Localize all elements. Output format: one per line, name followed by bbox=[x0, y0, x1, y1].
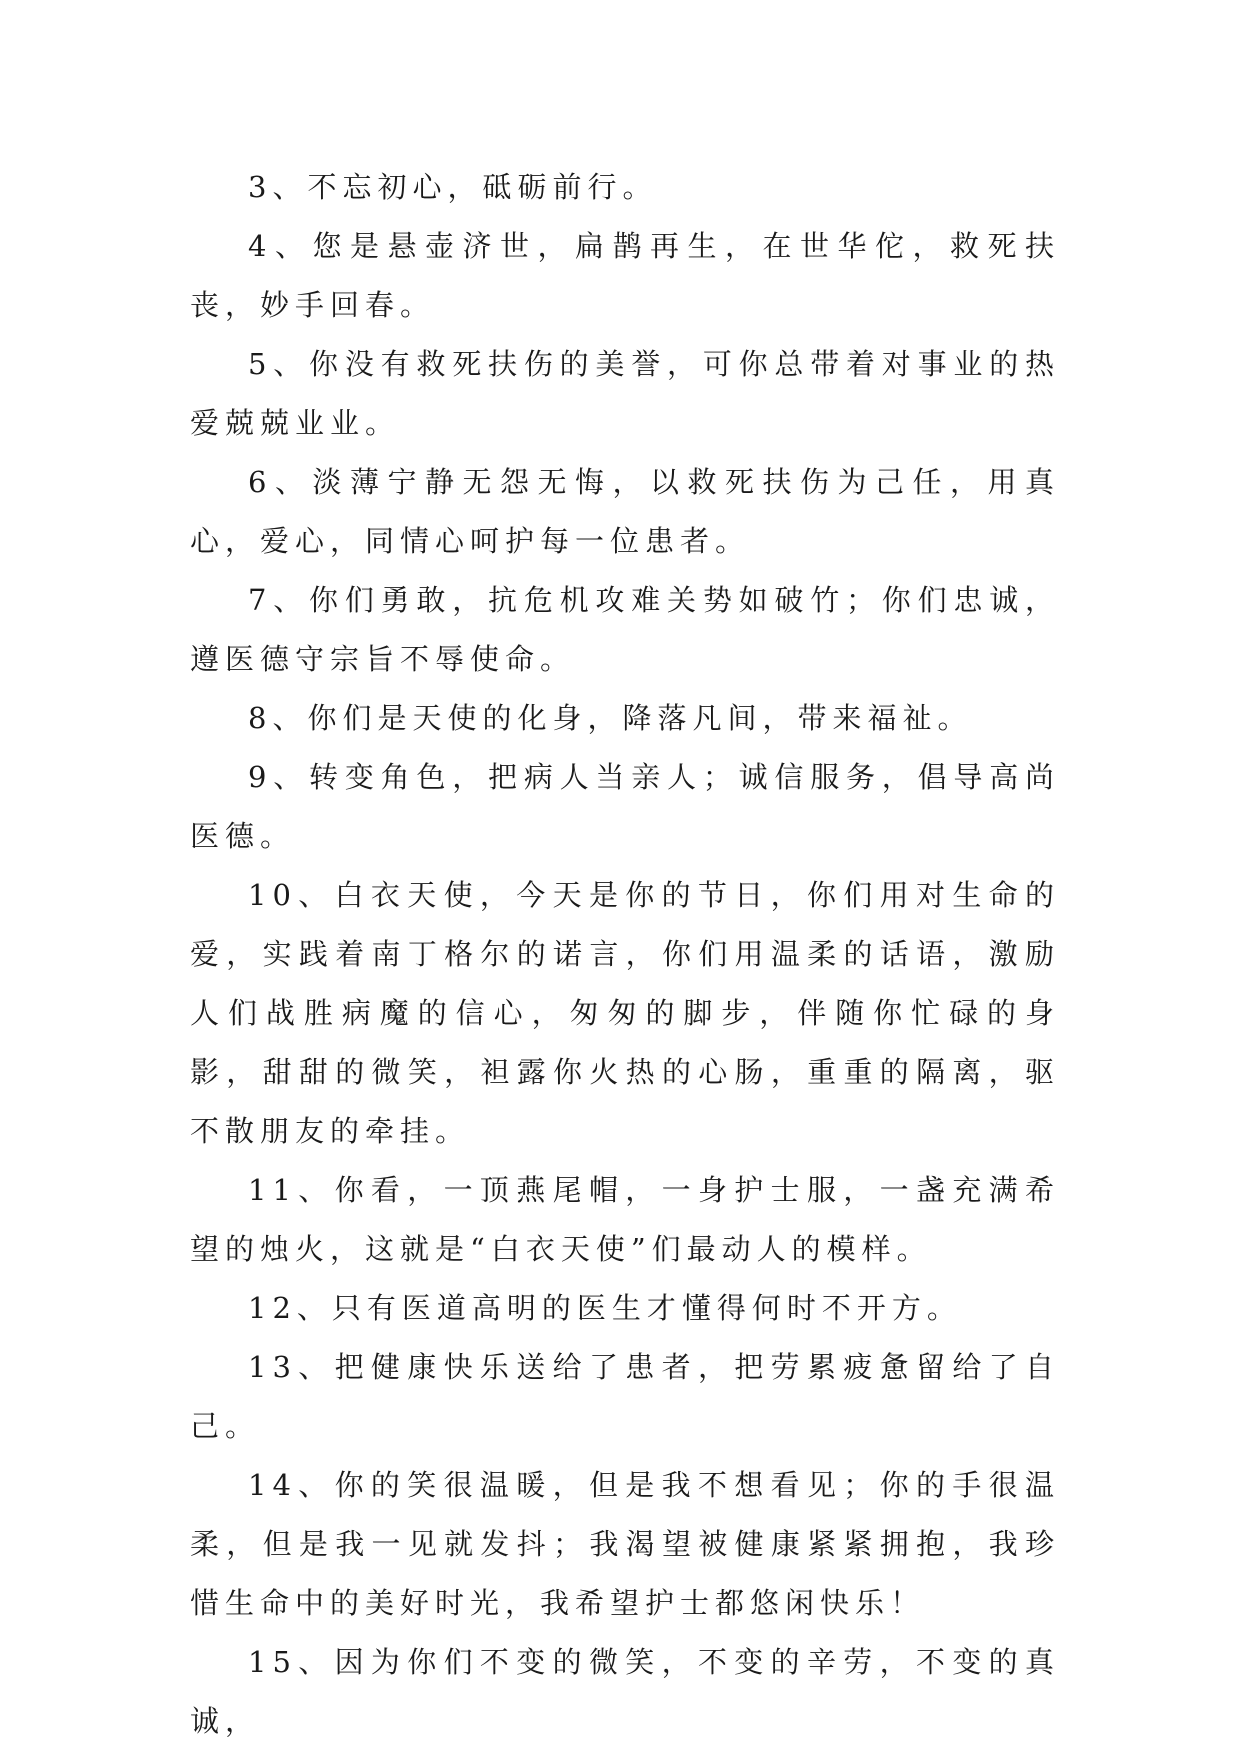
paragraph-15: 15、因为你们不变的微笑，不变的辛劳，不变的真诚， bbox=[190, 1645, 1060, 1738]
paragraph-14: 14、你的笑很温暖，但是我不想看见；你的手很温柔，但是我一见就发抖；我渴望被健康紧紧拥抱，我珍惜生命中的美好时光，我希望护士都悠闲快乐！ bbox=[190, 1468, 1060, 1620]
paragraph-8: 8、你们是天使的化身，降落凡间，带来福祉。 bbox=[248, 701, 973, 735]
paragraph-11: 11、你看，一顶燕尾帽，一身护士服，一盏充满希望的烛火，这就是“白衣天使”们最动人的模样。 bbox=[190, 1173, 1060, 1266]
document-body bbox=[190, 158, 1060, 1751]
paragraph-5: 5、你没有救死扶伤的美誉，可你总带着对事业的热爱兢兢业业。 bbox=[190, 347, 1060, 440]
paragraph-9: 9、转变角色，把病人当亲人；诚信服务，倡导高尚医德。 bbox=[190, 760, 1060, 853]
paragraph-13: 13、把健康快乐送给了患者，把劳累疲惫留给了自己。 bbox=[190, 1350, 1060, 1443]
paragraph-10: 10、白衣天使，今天是你的节日，你们用对生命的爱，实践着南丁格尔的诺言，你们用温柔的话语，激励人们战胜病魔的信心，匆匆的脚步，伴随你忙碌的身影，甜甜的微笑，袒露你火热的心肠，重重的隔离，驱不散朋友的牵挂。 bbox=[190, 878, 1060, 1148]
paragraph-3: 3、不忘初心，砥砺前行。 bbox=[248, 170, 658, 204]
paragraph-7: 7、你们勇敢，抗危机攻难关势如破竹；你们忠诚，遵医德守宗旨不辱使命。 bbox=[190, 583, 1060, 676]
paragraph-6: 6、淡薄宁静无怨无悔，以救死扶伤为己任，用真心，爱心，同情心呵护每一位患者。 bbox=[190, 465, 1060, 558]
paragraph-4: 4、您是悬壶济世，扁鹊再生，在世华佗，救死扶丧，妙手回春。 bbox=[190, 229, 1060, 322]
paragraph-12: 12、只有医道高明的医生才懂得何时不开方。 bbox=[248, 1291, 962, 1325]
